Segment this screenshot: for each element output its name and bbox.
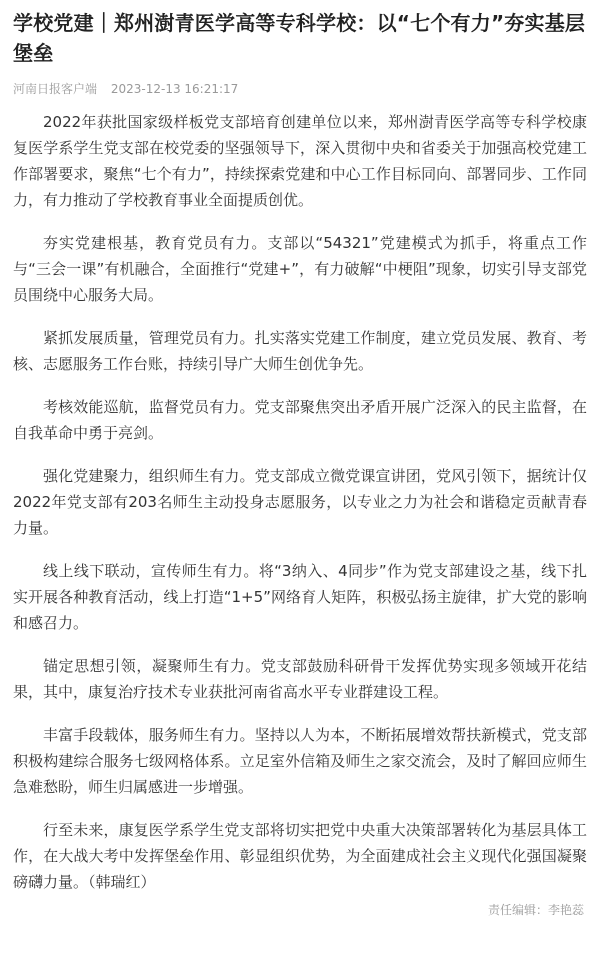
article-datetime: 2023-12-13 16:21:17 [110, 82, 239, 96]
article-source: 河南日报客户端 [13, 82, 98, 96]
article-paragraph: 丰富手段载体，服务师生有力。坚持以人为本，不断拓展增效帮扶新模式，党支部积极构建综合服务七级网格体系。立足室外信箱及师生之家交流会，及时了解回应师生急难愁盼，师生归属感进一步增强。 [13, 726, 587, 796]
article-title: 学校党建｜郑州澍青医学高等专科学校：以“七个有力”夯实基层堡垒 [13, 11, 586, 65]
article-meta [13, 81, 587, 97]
article-paragraph: 2022年获批国家级样板党支部培育创建单位以来，郑州澍青医学高等专科学校康复医学系学生党支部在校党委的坚强领导下，深入贯彻中央和省委关于加强高校党建工作部署要求，聚焦“七个有力”，持续探索党建和中心工作目标同向、部署同步、工作同力，有力推动了学校教育事业全面提质创优。 [13, 113, 587, 209]
article-paragraph: 夯实党建根基，教育党员有力。支部以“54321”党建模式为抓手，将重点工作与“三会一课”有机融合，全面推行“党建+”，有力破解“中梗阻”现象，切实引导支部党员围绕中心服务大局。 [13, 234, 587, 304]
article-paragraph: 强化党建聚力，组织师生有力。党支部成立微党课宣讲团，党风引领下，据统计仅2022年党支部有203名师生主动投身志愿服务，以专业之力为社会和谐稳定贡献青春力量。 [13, 467, 587, 537]
article-body [13, 109, 587, 895]
article-paragraph: 行至未来，康复医学系学生党支部将切实把党中央重大决策部署转化为基层具体工作，在大战大考中发挥堡垒作用、彰显组织优势，为全面建成社会主义现代化强国凝聚磅礴力量。（韩瑞红） [13, 821, 587, 891]
article-paragraph: 紧抓发展质量，管理党员有力。扎实落实党建工作制度，建立党员发展、教育、考核、志愿服务工作台账，持续引导广大师生创优争先。 [13, 329, 587, 373]
article-paragraph: 线上线下联动，宣传师生有力。将“3纳入、4同步”作为党支部建设之基，线下扎实开展各种教育活动，线上打造“1+5”网络育人矩阵，积极弘扬主旋律，扩大党的影响和感召力。 [13, 562, 587, 632]
article-paragraph: 考核效能巡航，监督党员有力。党支部聚焦突出矛盾开展广泛深入的民主监督，在自我革命中勇于亮剑。 [13, 398, 587, 442]
editor-credit: 责任编辑：李艳蕊 [487, 903, 584, 917]
article-paragraph: 锚定思想引领，凝聚师生有力。党支部鼓励科研骨干发挥优势实现多领域开花结果，其中，康复治疗技术专业获批河南省高水平专业群建设工程。 [13, 657, 587, 701]
